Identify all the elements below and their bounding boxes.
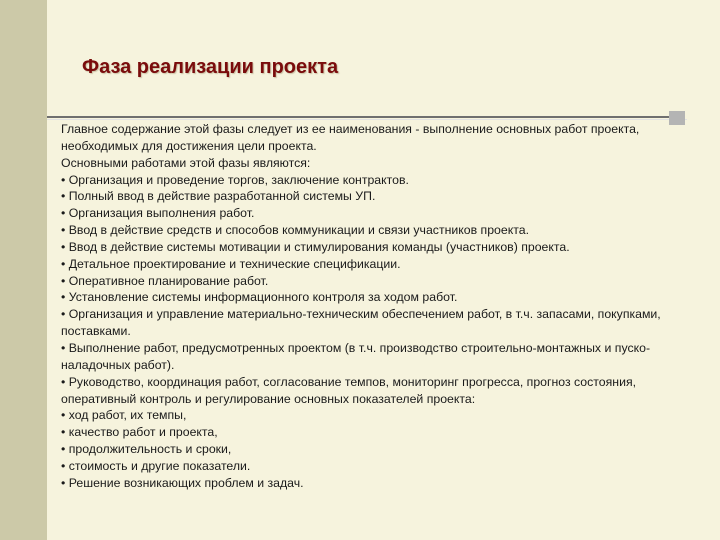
bullet-item: • Ввод в действие средств и способов коммуникации и связи участников проекта. <box>61 223 529 238</box>
bullet-item: • Решение возникающих проблем и задач. <box>61 475 304 490</box>
bullet-item: • Детальное проектирование и технические спецификации. <box>61 256 401 271</box>
slide-title: Фаза реализации проекта <box>82 56 339 78</box>
bullet-item: • Полный ввод в действие разработанной системы УП. <box>61 189 376 204</box>
left-decor-band <box>0 0 47 540</box>
bullet-item: • Выполнение работ, предусмотренных проектом (в т.ч. производство строительно-монтажных и пуско-наладочных работ). <box>61 340 651 372</box>
bullet-item: • Организация и проведение торгов, заключение контрактов. <box>61 172 409 187</box>
bullet-item: • Организация и управление материально-техническим обеспечением работ, в т.ч. запасами, покупками, поставками. <box>61 307 661 339</box>
body-paragraph: Основными работами этой фазы являются: <box>61 155 311 170</box>
body-paragraph: Главное содержание этой фазы следует из ее наименования - выполнение основных работ проекта, необходимых для достижения цели проекта. <box>61 122 640 153</box>
bullet-item: • Организация выполнения работ. <box>61 206 255 221</box>
sub-bullet-item: • ход работ, их темпы, <box>61 408 187 423</box>
title-divider <box>47 116 669 118</box>
bullet-item: • Руководство, координация работ, согласование темпов, мониторинг прогресса, прогноз состояния, оперативный контроль и регулирование основных показателей проекта: <box>61 374 637 406</box>
sub-bullet-item: • стоимость и другие показатели. <box>61 458 251 473</box>
bullet-item: • Оперативное планирование работ. <box>61 273 269 288</box>
sub-bullet-item: • качество работ и проекта, <box>61 425 218 440</box>
slide-body <box>61 121 701 492</box>
title-divider-highlight <box>47 119 687 120</box>
sub-bullet-item: • продолжительность и сроки, <box>61 442 232 457</box>
bullet-item: • Ввод в действие системы мотивации и стимулирования команды (участников) проекта. <box>61 239 570 254</box>
bullet-item: • Установление системы информационного контроля за ходом работ. <box>61 290 458 305</box>
